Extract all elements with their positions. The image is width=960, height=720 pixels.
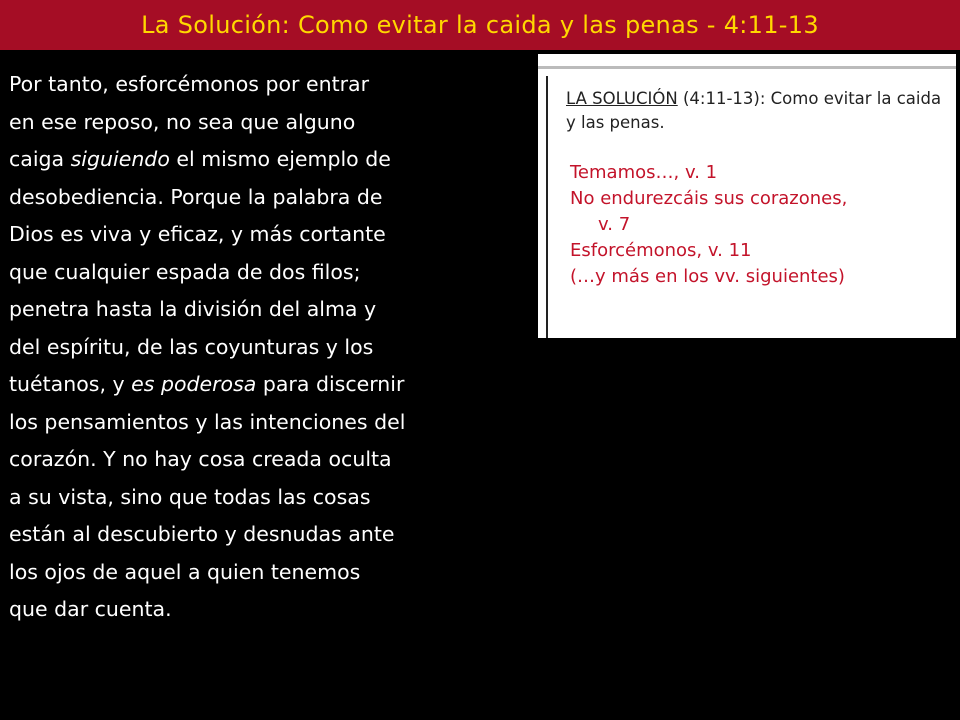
passage-line: los ojos de aquel a quien tenemos	[9, 559, 361, 584]
passage-line: a su vista, sino que todas las cosas	[9, 484, 371, 509]
passage-line: en ese reposo, no sea que alguno	[9, 109, 356, 134]
outline-item: (…y más en los vv. siguientes)	[570, 266, 845, 287]
passage-fragment: tuétanos, y	[9, 372, 132, 396]
passage-line: Por tanto, esforcémonos por entrar	[9, 72, 370, 96]
scripture-passage	[9, 66, 529, 629]
outline-item: No endurezcáis sus corazones,	[570, 188, 848, 209]
passage-line	[9, 141, 529, 179]
passage-line: penetra hasta la división del alma y	[9, 297, 377, 321]
panel-heading-rest: (4:11-13): Como evitar la caida y las penas.	[566, 89, 942, 132]
panel-heading-underlined: LA SOLUCIÓN	[566, 89, 678, 108]
panel-left-rule	[546, 76, 548, 338]
outline-panel	[538, 54, 956, 338]
passage-line: están al descubierto y desnudas ante	[9, 522, 395, 546]
passage-line: desobediencia. Porque la palabra de	[9, 184, 383, 209]
panel-heading	[566, 87, 946, 135]
passage-emphasis: es poderosa	[131, 372, 257, 396]
passage-fragment: para discernir	[256, 372, 405, 396]
panel-top-rule	[538, 66, 956, 69]
outline-item: Temamos…, v. 1	[570, 162, 718, 183]
passage-line: corazón. Y no hay cosa creada oculta	[9, 447, 392, 471]
slide-title: La Solución: Como evitar la caida y las penas - 4:11-13	[141, 11, 819, 39]
passage-line: del espíritu, de las coyunturas y los	[9, 334, 374, 359]
passage-line	[9, 366, 529, 404]
outline-item: Esforcémonos, v. 11	[570, 240, 752, 261]
passage-line: Dios es viva y eficaz, y más cortante	[9, 222, 386, 246]
outline-item: v. 7	[598, 214, 631, 235]
passage-line: que dar cuenta.	[9, 597, 172, 621]
passage-emphasis: siguiendo	[70, 147, 170, 171]
title-bar	[0, 0, 960, 50]
passage-line: los pensamientos y las intenciones del	[9, 409, 406, 434]
outline-list	[570, 160, 950, 290]
passage-fragment: caiga	[9, 147, 71, 171]
passage-line: que cualquier espada de dos filos;	[9, 259, 361, 284]
passage-fragment: el mismo ejemplo de	[169, 147, 391, 171]
